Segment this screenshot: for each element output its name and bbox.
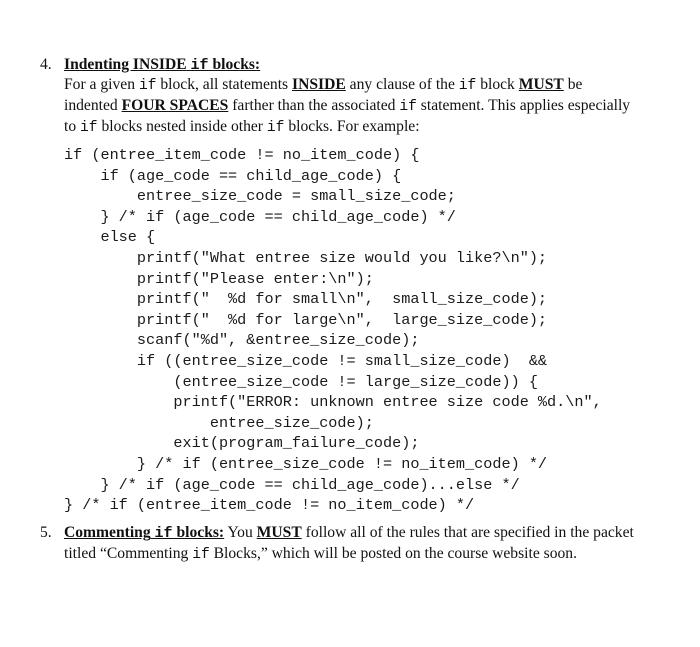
code-keyword: if <box>192 547 210 563</box>
code-line: printf("Please enter:\n"); <box>64 269 374 288</box>
heading-text: Indenting INSIDE <box>64 56 187 73</box>
text: For a given <box>64 76 136 93</box>
item-number: 4. <box>40 56 52 73</box>
text: to <box>64 118 77 135</box>
heading-text-end: blocks: <box>212 56 261 73</box>
code-line: printf("ERROR: unknown entree size code %d.\n", <box>64 393 602 412</box>
item-paragraph <box>64 523 684 565</box>
code-line: } /* if (entree_item_code != no_item_code) */ <box>64 496 475 515</box>
code-line: if (entree_item_code != no_item_code) { <box>64 146 420 164</box>
paragraph-line <box>64 544 684 565</box>
heading-keyword: if <box>190 57 209 74</box>
code-line: } /* if (age_code == child_age_code) */ <box>64 207 456 226</box>
code-line: exit(program_failure_code); <box>64 434 420 453</box>
emphasis-text: MUST <box>518 76 564 93</box>
code-line: else { <box>64 228 156 247</box>
emphasis-text: FOUR SPACES <box>121 97 229 114</box>
text: You <box>227 524 253 541</box>
heading-text: Commenting <box>64 524 151 541</box>
code-line: } /* if (entree_size_code != no_item_code) */ <box>64 454 548 473</box>
text: follow all of the rules that are specified in the packet <box>305 524 634 541</box>
code-keyword: if <box>80 120 98 136</box>
code-keyword: if <box>266 120 285 136</box>
code-keyword: if <box>138 78 157 94</box>
code-line: entree_size_code); <box>64 413 374 432</box>
item-heading <box>64 56 260 73</box>
text: any clause of the <box>349 76 455 93</box>
text: blocks nested inside other <box>101 118 264 135</box>
paragraph-line <box>64 523 684 544</box>
item-number: 5. <box>40 524 52 541</box>
code-line: printf(" %d for large\n", large_size_code); <box>64 310 548 329</box>
code-line: printf(" %d for small\n", small_size_code); <box>64 290 548 309</box>
item-heading <box>64 524 224 541</box>
text: block <box>480 76 515 93</box>
code-line: if (age_code == child_age_code) { <box>64 166 402 185</box>
paragraph-line <box>64 117 684 138</box>
code-line: scanf("%d", &entree_size_code); <box>64 331 420 350</box>
code-keyword: if <box>458 78 477 94</box>
text: block, all statements <box>160 76 289 93</box>
text: indented <box>64 97 118 114</box>
code-example <box>64 145 684 516</box>
text: Blocks,” which will be posted on the course website soon. <box>213 545 577 562</box>
paragraph-line <box>64 96 684 117</box>
heading-keyword: if <box>154 525 173 542</box>
code-line: printf("What entree size would you like?\n"); <box>64 248 548 267</box>
text: blocks. For example: <box>288 118 420 135</box>
code-line: } /* if (age_code == child_age_code)...else */ <box>64 475 520 494</box>
code-line: (entree_size_code != large_size_code)) { <box>64 372 538 391</box>
paragraph-line <box>64 75 684 96</box>
text: statement. This applies especially <box>420 97 631 114</box>
item-paragraph <box>64 75 684 138</box>
code-keyword: if <box>399 99 417 115</box>
code-line: entree_size_code = small_size_code; <box>64 187 456 206</box>
heading-text-end: blocks: <box>176 524 225 541</box>
emphasis-text: MUST <box>256 524 302 541</box>
code-line: if ((entree_size_code != small_size_code) && <box>64 351 548 370</box>
text: farther than the associated <box>232 97 396 114</box>
text: be <box>567 76 583 93</box>
emphasis-text: INSIDE <box>292 76 346 93</box>
item-heading-line <box>64 55 260 76</box>
text: titled “Commenting <box>64 545 189 562</box>
